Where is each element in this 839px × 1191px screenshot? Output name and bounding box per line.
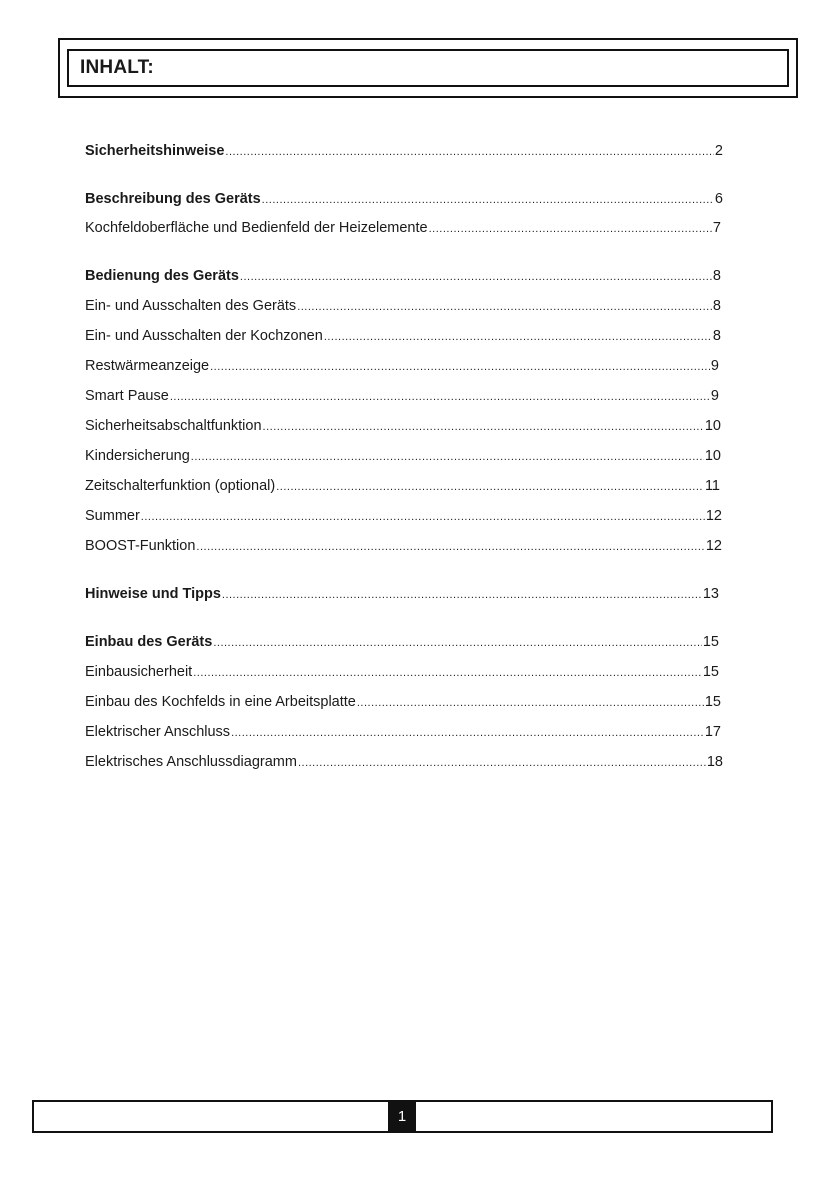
toc-entry[interactable] xyxy=(85,141,723,161)
toc-entry-label: Sicherheitsabschaltfunktion xyxy=(85,418,262,434)
toc-entry-label: Zeitschalterfunktion (optional) xyxy=(85,478,276,494)
toc-entry-page: 11 xyxy=(704,478,720,494)
toc-leader-dots xyxy=(222,585,702,604)
toc-leader-dots xyxy=(240,267,712,286)
toc-leader-dots xyxy=(196,537,704,556)
toc-entry-page: 18 xyxy=(706,754,723,770)
toc-entry-label: Summer xyxy=(85,508,140,524)
toc-entry-label: Kindersicherung xyxy=(85,448,190,464)
toc-entry-page: 9 xyxy=(710,388,719,404)
header-frame xyxy=(58,38,798,98)
toc-entry-page: 10 xyxy=(704,448,721,464)
toc-entry-label: Einbausicherheit xyxy=(85,664,193,680)
toc-leader-dots xyxy=(429,219,712,238)
toc-leader-dots xyxy=(141,507,705,526)
toc-leader-dots xyxy=(263,417,704,436)
toc-leader-dots xyxy=(324,327,712,346)
toc-entry-label: Smart Pause xyxy=(85,388,169,404)
toc-entry-label: Einbau des Kochfelds in eine Arbeitsplatte xyxy=(85,694,356,710)
toc-entry[interactable] xyxy=(85,416,721,436)
toc-entry[interactable] xyxy=(85,356,719,376)
toc-entry-label: Elektrisches Anschlussdiagramm xyxy=(85,754,297,770)
toc-leader-dots xyxy=(298,753,706,772)
toc-leader-dots xyxy=(225,142,714,161)
toc-entry-label: Ein- und Ausschalten der Kochzonen xyxy=(85,328,323,344)
toc-entry-label: Ein- und Ausschalten des Geräts xyxy=(85,298,297,314)
toc-entry-page: 15 xyxy=(704,694,721,710)
toc-entry[interactable] xyxy=(85,446,721,466)
toc-entry-label: BOOST-Funktion xyxy=(85,538,196,554)
toc-entry-label: Kochfeldoberfläche und Bedienfeld der Heizelemente xyxy=(85,220,428,236)
toc-entry[interactable] xyxy=(85,506,722,526)
toc-entry[interactable] xyxy=(85,752,723,772)
toc-leader-dots xyxy=(170,387,710,406)
toc-leader-dots xyxy=(262,190,714,209)
toc-entry-page: 10 xyxy=(704,418,721,434)
toc-leader-dots xyxy=(210,357,710,376)
toc-entry-label: Hinweise und Tipps xyxy=(85,586,221,602)
toc-entry[interactable] xyxy=(85,662,719,682)
toc-entry-page: 7 xyxy=(712,220,721,236)
toc-entry[interactable] xyxy=(85,266,721,286)
toc-entry-page: 12 xyxy=(705,508,722,524)
toc-leader-dots xyxy=(297,297,712,316)
toc-entry-page: 9 xyxy=(710,358,719,374)
toc-leader-dots xyxy=(191,447,704,466)
toc-entry-label: Restwärmeanzeige xyxy=(85,358,210,374)
toc-entry-label: Einbau des Geräts xyxy=(85,634,213,650)
toc-entry[interactable] xyxy=(85,536,722,556)
toc-entry[interactable] xyxy=(85,218,721,238)
toc-entry[interactable] xyxy=(85,692,721,712)
page-number: 1 xyxy=(388,1102,416,1131)
toc-entry-page: 2 xyxy=(714,143,723,159)
toc-leader-dots xyxy=(276,477,704,496)
toc-entry[interactable] xyxy=(85,189,723,209)
toc-leader-dots xyxy=(213,633,702,652)
toc-entry-label: Sicherheitshinweise xyxy=(85,143,225,159)
toc-entry-page: 8 xyxy=(712,328,721,344)
toc-leader-dots xyxy=(193,663,702,682)
footer-bar xyxy=(32,1100,773,1133)
toc-entry-page: 12 xyxy=(705,538,722,554)
toc-entry-page: 8 xyxy=(712,268,721,284)
toc-leader-dots xyxy=(231,723,704,742)
toc-entry[interactable] xyxy=(85,296,721,316)
toc-entry-page: 8 xyxy=(712,298,721,314)
toc-entry[interactable] xyxy=(85,632,719,652)
toc-entry[interactable] xyxy=(85,722,721,742)
toc-entry[interactable] xyxy=(85,326,721,346)
header-inner-frame xyxy=(67,49,789,87)
toc-entry-label: Elektrischer Anschluss xyxy=(85,724,231,740)
page-title: INHALT: xyxy=(80,57,154,78)
toc-entry[interactable] xyxy=(85,476,720,496)
toc-entry-label: Bedienung des Geräts xyxy=(85,268,239,284)
toc-entry-page: 17 xyxy=(704,724,721,740)
toc-entry-page: 13 xyxy=(702,586,719,602)
toc-entry-page: 15 xyxy=(702,664,719,680)
toc-entry-label: Beschreibung des Geräts xyxy=(85,191,261,207)
toc-entry[interactable] xyxy=(85,386,719,406)
toc-leader-dots xyxy=(357,693,704,712)
toc-entry-page: 15 xyxy=(702,634,719,650)
toc-entry[interactable] xyxy=(85,584,719,604)
toc-entry-page: 6 xyxy=(714,191,723,207)
